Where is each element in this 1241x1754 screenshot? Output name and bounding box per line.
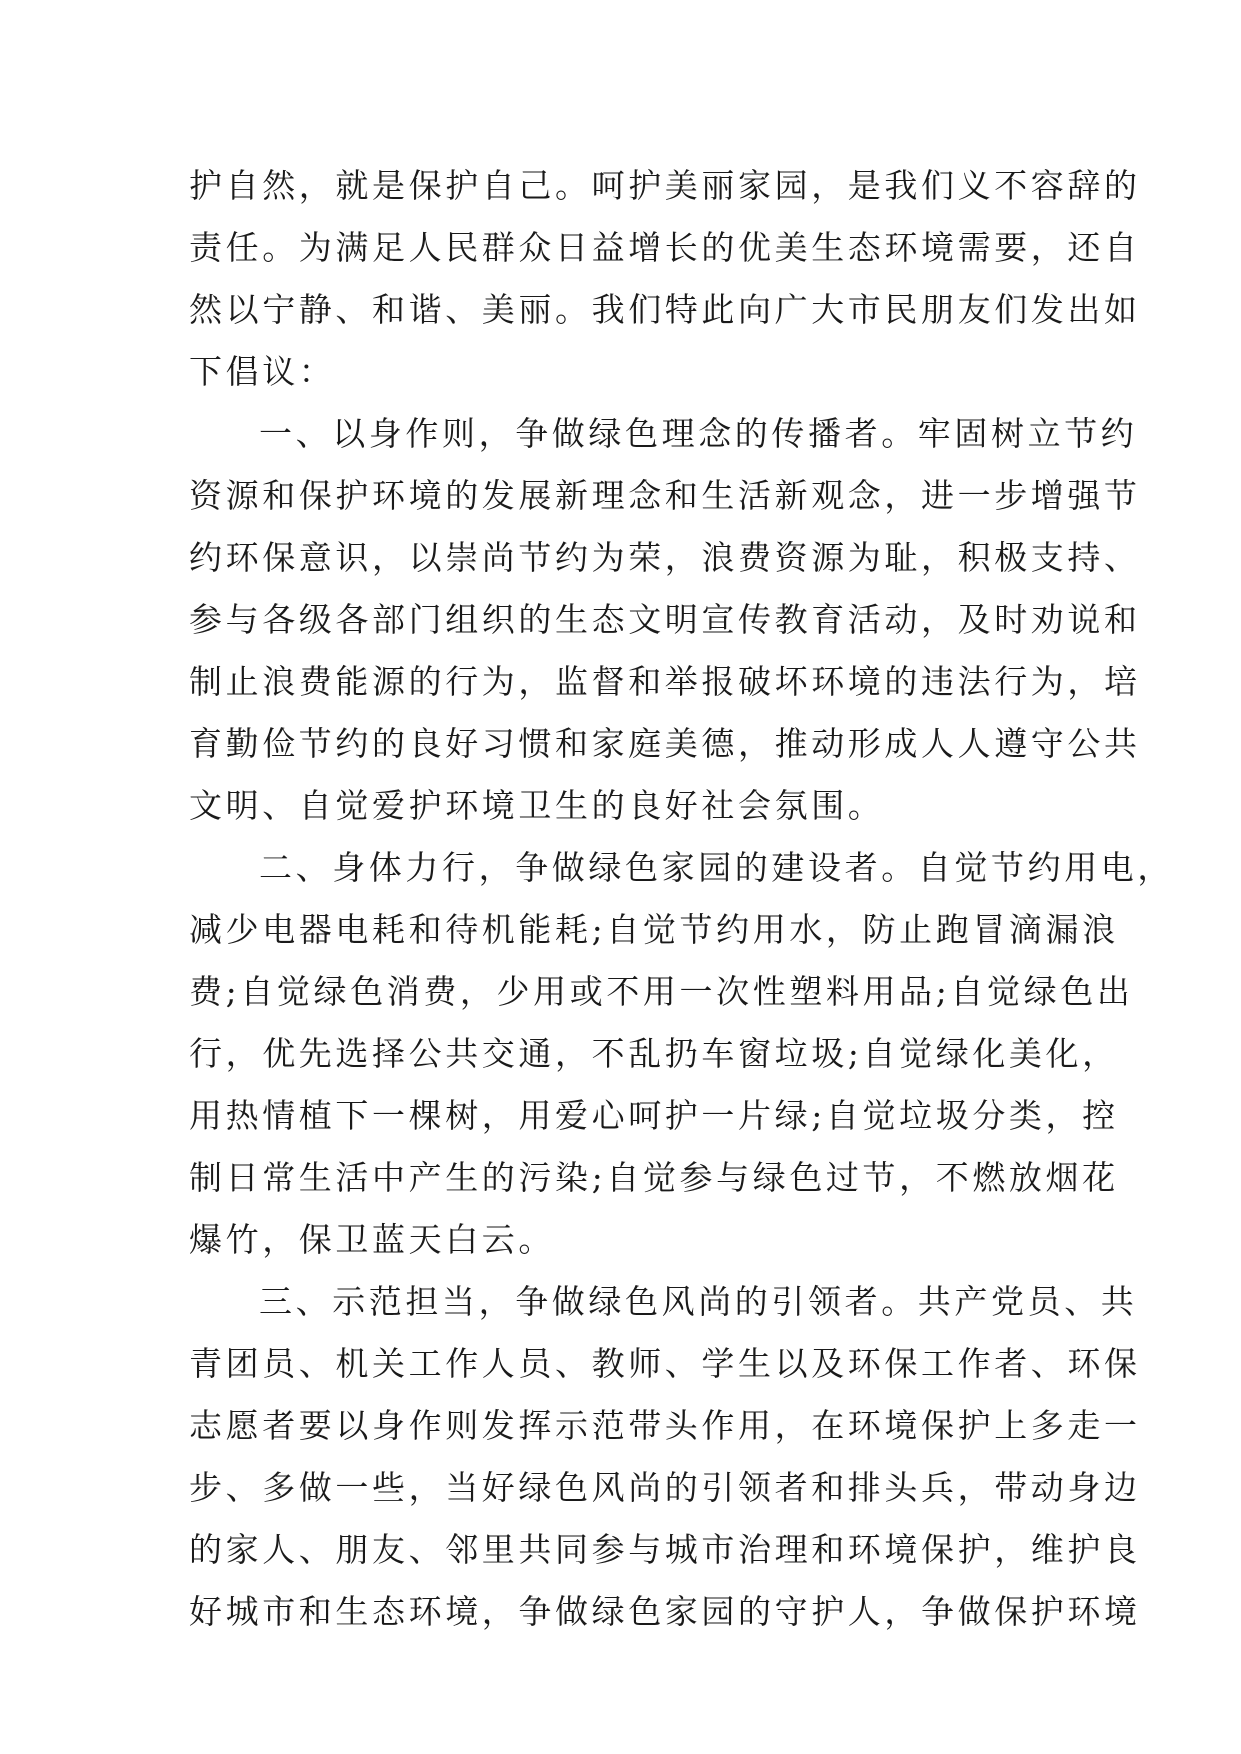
paragraph-first-line: 一、以身作则，争做绿色理念的传播者。牢固树立节约 xyxy=(259,414,1138,453)
paragraph-first-line: 二、身体力行，争做绿色家园的建设者。自觉节约用电， xyxy=(259,848,1174,887)
text-line: 育勤俭节约的良好习惯和家庭美德，推动形成人人遵守公共 xyxy=(189,724,1141,763)
text-line: 用热情植下一棵树，用爱心呵护一片绿;自觉垃圾分类，控 xyxy=(189,1096,1119,1135)
text-line: 制止浪费能源的行为，监督和举报破坏环境的违法行为，培 xyxy=(189,662,1141,701)
paragraph-first-line: 三、示范担当，争做绿色风尚的引领者。共产党员、共 xyxy=(259,1282,1138,1321)
text-line: 行，优先选择公共交通，不乱扔车窗垃圾;自觉绿化美化， xyxy=(189,1034,1119,1073)
text-line: 志愿者要以身作则发挥示范带头作用，在环境保护上多走一 xyxy=(189,1406,1141,1445)
text-line: 爆竹，保卫蓝天白云。 xyxy=(189,1220,555,1259)
text-line: 然以宁静、和谐、美丽。我们特此向广大市民朋友们发出如 xyxy=(189,290,1141,329)
text-line: 的家人、朋友、邻里共同参与城市治理和环境保护，维护良 xyxy=(189,1530,1141,1569)
text-line: 文明、自觉爱护环境卫生的良好社会氛围。 xyxy=(189,786,885,825)
text-line: 护自然，就是保护自己。呵护美丽家园，是我们义不容辞的 xyxy=(189,166,1141,205)
text-line: 下倡议： xyxy=(189,352,336,391)
text-line: 青团员、机关工作人员、教师、学生以及环保工作者、环保 xyxy=(189,1344,1141,1383)
text-line: 制日常生活中产生的污染;自觉参与绿色过节，不燃放烟花 xyxy=(189,1158,1119,1197)
text-line: 资源和保护环境的发展新理念和生活新观念，进一步增强节 xyxy=(189,476,1141,515)
text-line: 约环保意识，以崇尚节约为荣，浪费资源为耻，积极支持、 xyxy=(189,538,1141,577)
text-line: 好城市和生态环境，争做绿色家园的守护人，争做保护环境 xyxy=(189,1592,1141,1631)
text-line: 参与各级各部门组织的生态文明宣传教育活动，及时劝说和 xyxy=(189,600,1141,639)
text-line: 步、多做一些，当好绿色风尚的引领者和排头兵，带动身边 xyxy=(189,1468,1141,1507)
text-line: 减少电器电耗和待机能耗;自觉节约用水，防止跑冒滴漏浪 xyxy=(189,910,1119,949)
document-body xyxy=(189,155,1174,1643)
text-line: 责任。为满足人民群众日益增长的优美生态环境需要，还自 xyxy=(189,228,1141,267)
text-line: 费;自觉绿色消费，少用或不用一次性塑料用品;自觉绿色出 xyxy=(189,972,1134,1011)
